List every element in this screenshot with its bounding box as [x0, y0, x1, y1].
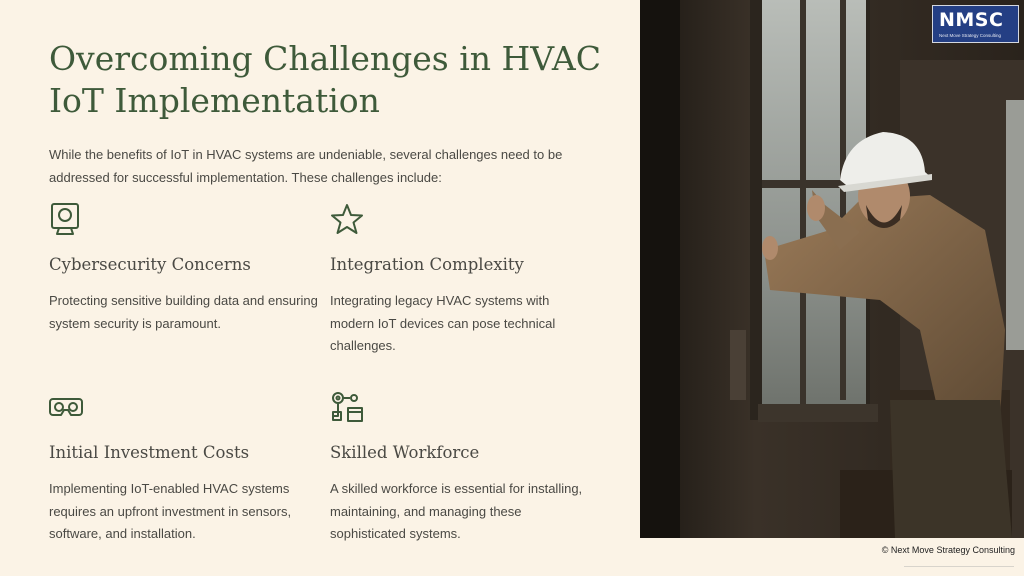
- slide-title: Overcoming Challenges in HVAC IoT Implementation: [49, 39, 601, 120]
- card-body: Protecting sensitive building data and ensuring system security is paramount.: [49, 293, 318, 331]
- worker-window-photo: [640, 0, 1024, 538]
- security-camera-icon: [49, 202, 83, 240]
- card-body: Implementing IoT-enabled HVAC systems requires an upfront investment in sensors, software, and installation.: [49, 481, 292, 541]
- challenge-card-workforce: [330, 390, 595, 546]
- copyright-footer: © Next Move Strategy Consulting: [881, 545, 1015, 555]
- card-heading: Integration Complexity: [330, 255, 524, 274]
- logo-tagline: Next Move Strategy Consulting: [939, 33, 1002, 38]
- card-heading: Initial Investment Costs: [49, 443, 250, 462]
- challenge-card-integration: [330, 202, 595, 358]
- workflow-icon: [330, 390, 364, 428]
- intro-paragraph: While the benefits of IoT in HVAC systems are undeniable, several challenges need to be addressed for successful implementation. These challenges include:: [49, 147, 563, 185]
- logo-mark: NMSC: [939, 9, 1004, 31]
- challenge-card-investment: [49, 390, 309, 546]
- card-body: A skilled workforce is essential for installing, maintaining, and managing these sophisticated systems.: [330, 481, 583, 541]
- card-body: Integrating legacy HVAC systems with modern IoT devices can pose technical challenges.: [330, 293, 556, 353]
- card-heading: Cybersecurity Concerns: [49, 255, 251, 274]
- vr-headset-icon: [49, 390, 83, 428]
- star-icon: [330, 202, 364, 240]
- company-logo: [932, 5, 1019, 43]
- card-heading: Skilled Workforce: [330, 443, 480, 462]
- challenge-card-cybersecurity: [49, 202, 319, 335]
- footer-divider: [904, 566, 1014, 567]
